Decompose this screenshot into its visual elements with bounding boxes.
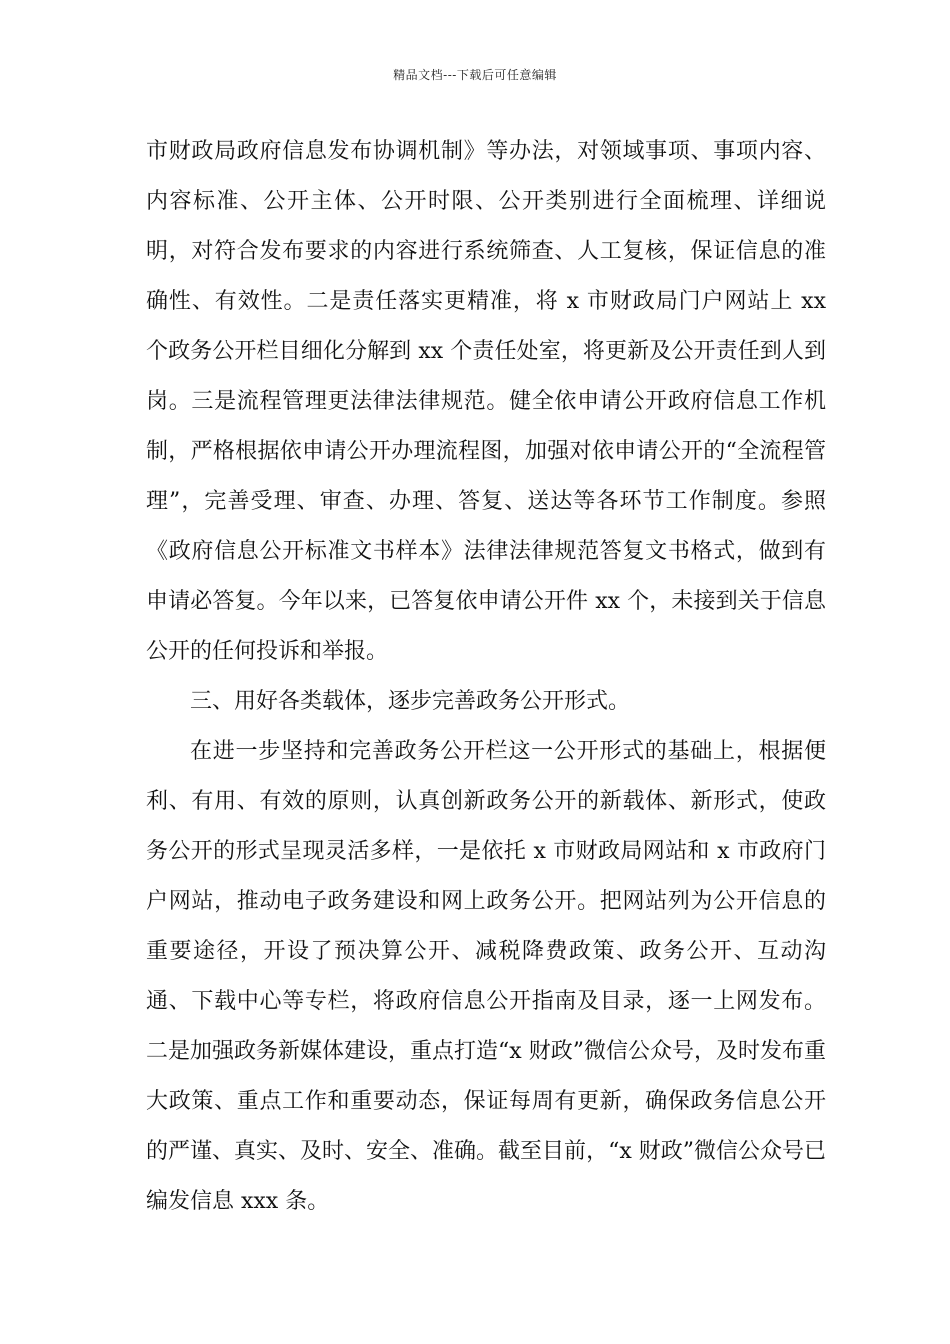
section-heading: 三、用好各类载体，逐步完善政务公开形式。 <box>190 689 631 714</box>
paragraph: 在进一步坚持和完善政务公开栏这一公开形式的基础上，根据便利、有用、有效的原则，认真创新政务公开的新载体、新形式，使政务公开的形式呈现灵活多样，一是依托 x 市财政局网站和 x 市政府门户网站，推动电子政务建设和网上政务公开。把网站列为公开信息的重要途径，开设了预决算公开、减税降费政策、政务公开、互动沟通、下载中心等专栏，将政府信息公开指南及目录，逐一上网发布。二是加强政务新媒体建设，重点打造“x 财政”微信公众号，及时发布重大政策、重点工作和重要动态，保证每周有更新，确保政务信息公开的严谨、真实、及时、安全、准确。截至目前，“x 财政”微信公众号已编发信息 xxx 条。 <box>146 739 826 1214</box>
paragraph-continued: 市财政局政府信息发布协调机制》等办法，对领域事项、事项内容、内容标准、公开主体、公开时限、公开类别进行全面梳理、详细说明，对符合发布要求的内容进行系统筛查、人工复核，保证信息的准确性、有效性。二是责任落实更精准，将 x 市财政局门户网站上 xx 个政务公开栏目细化分解到 xx 个责任处室，将更新及公开责任到人到岗。三是流程管理更法律法律规范。健全依申请公开政府信息工作机制，严格根据依申请公开办理流程图，加强对依申请公开的“全流程管理”，完善受理、审查、办理、答复、送达等各环节工作制度。参照《政府信息公开标准文书样本》法律法律规范答复文书格式，做到有申请必答复。今年以来，已答复依申请公开件 xx 个，未接到关于信息公开的任何投诉和举报。 <box>146 139 826 664</box>
document-body <box>146 127 826 1227</box>
page-header: 精品文档---下载后可任意编辑 <box>393 68 557 82</box>
